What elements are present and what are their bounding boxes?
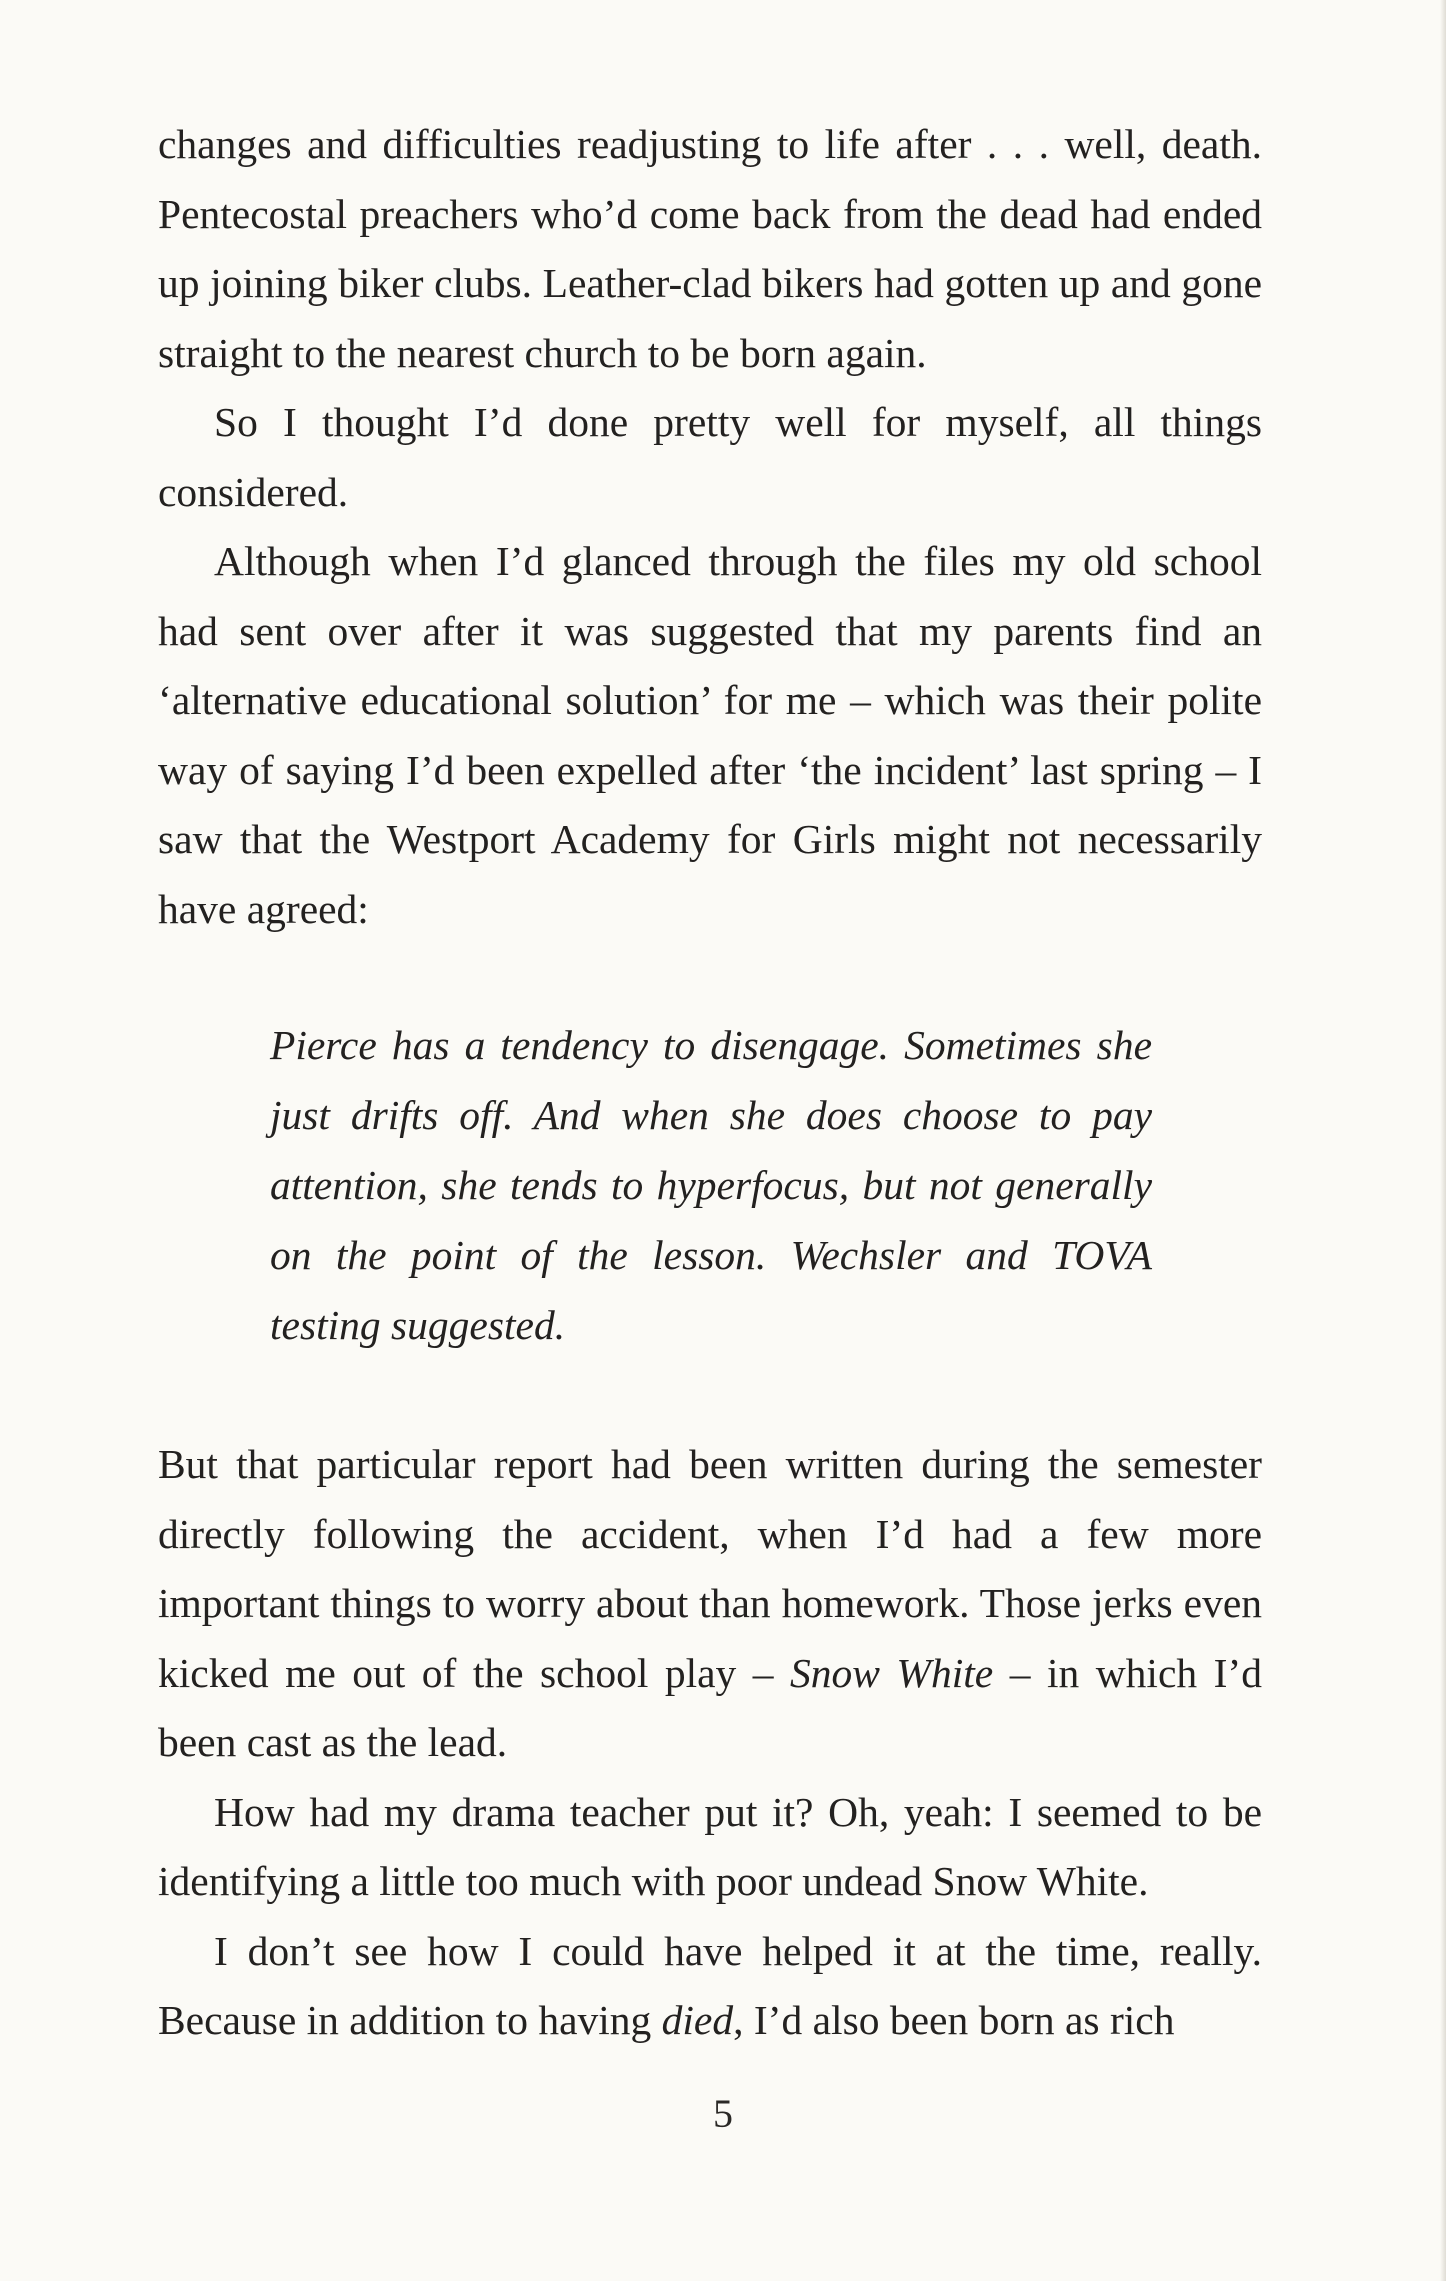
paragraph — [158, 388, 1262, 527]
italic-emphasis: died — [661, 1997, 734, 2043]
text-segment: How had my drama teacher put it? Oh, yeah: I seemed to be identifying a little too much with poor undead Snow White. — [158, 1788, 1262, 1904]
text-segment: I don’t see how I could have helped it at the time, really. Because in addition to having — [158, 1927, 1262, 2043]
text-segment: Although when I’d glanced through the files my old school had sent over after it was suggested that my parents find an ‘alternative educational solution’ for me – which was their polite way of saying I’d been expelled after ‘the incident’ last spring – I saw that the Westport Academy for Girls might not necessarily have agreed: — [158, 538, 1262, 932]
text-segment: So I thought I’d done pretty well for myself, all things considered. — [158, 399, 1262, 515]
text-segment: , I’d also been born as rich — [733, 1997, 1175, 2043]
text-segment: But that particular report had been written during the semester directly following the accident, when I’d had a few more important things to worry about than homework. Those jerks even kicked me out of the school play – — [158, 1441, 1262, 1696]
body-text-bottom — [158, 1430, 1262, 2056]
paragraph — [158, 1430, 1262, 1778]
page-edge-shadow — [1440, 0, 1446, 2281]
page-number: 5 — [713, 2091, 733, 2136]
paragraph — [158, 527, 1262, 944]
body-text-top — [158, 110, 1262, 944]
text-segment: – in which I’d been cast as the lead. — [158, 1649, 1262, 1765]
paragraph — [158, 1917, 1262, 2056]
block-quote — [270, 1010, 1152, 1360]
quote-text: Pierce has a tendency to disengage. Sometimes she just drifts off. And when she does choose to pay attention, she tends to hyperfocus, but not generally on the point of the lesson. Wechsler and TOVA testing suggested. — [270, 1022, 1152, 1348]
paragraph — [158, 1778, 1262, 1917]
italic-title: Snow White — [790, 1649, 994, 1696]
text-segment: changes and difficulties readjusting to life after . . . well, death. Pentecostal preachers who’d come back from the dead had ended up joining biker clubs. Leather-clad bikers had gotten up and gone straight to the nearest church to be born again. — [158, 121, 1262, 376]
paragraph — [158, 110, 1262, 388]
